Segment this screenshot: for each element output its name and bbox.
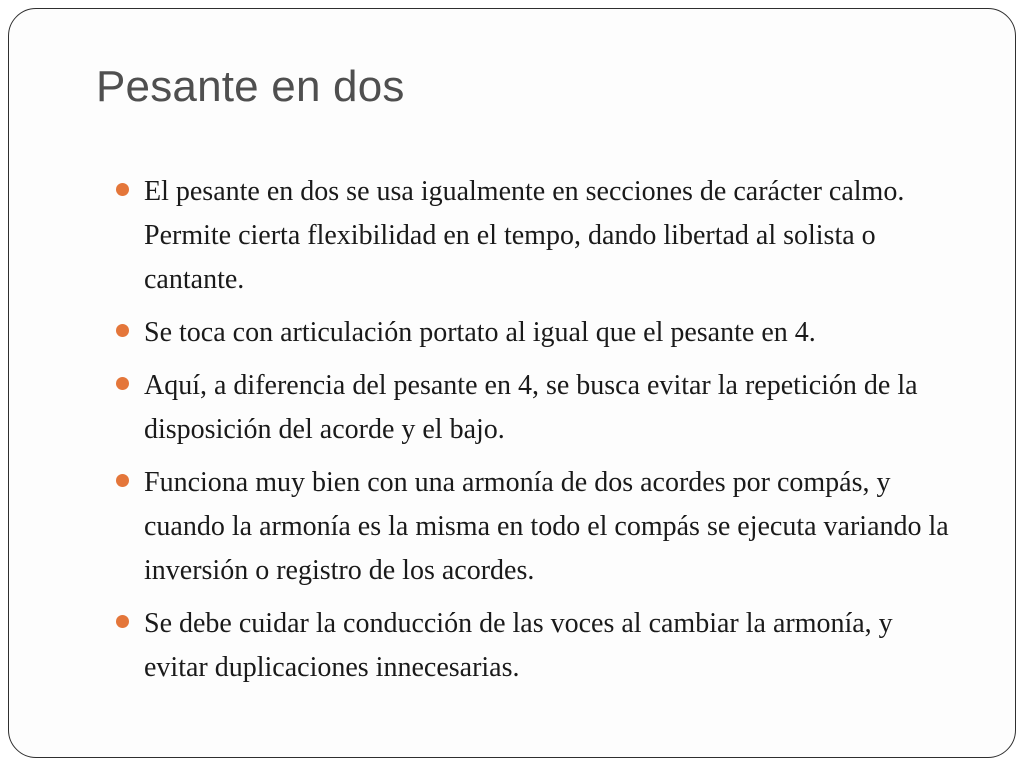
bullet-dot-icon [116,377,129,390]
bullet-item [116,364,956,452]
bullet-dot-icon [116,324,129,337]
bullet-text: Se toca con articulación portato al igual que el pesante en 4. [144,317,816,348]
bullet-item [116,602,956,690]
slide-title: Pesante en dos [96,62,405,111]
bullet-dot-icon [116,615,129,628]
bullet-text: Se debe cuidar la conducción de las voces al cambiar la armonía, y evitar duplicaciones innecesarias. [144,608,893,683]
bullet-text: Funciona muy bien con una armonía de dos acordes por compás, y cuando la armonía es la misma en todo el compás se ejecuta variando la inversión o registro de los acordes. [144,467,949,586]
bullet-text: Aquí, a diferencia del pesante en 4, se busca evitar la repetición de la disposición del acorde y el bajo. [144,370,918,445]
bullet-dot-icon [116,183,129,196]
bullet-list [116,170,956,699]
bullet-text: El pesante en dos se usa igualmente en secciones de carácter calmo. Permite cierta flexibilidad en el tempo, dando libertad al solista o cantante. [144,176,905,295]
bullet-item [116,170,956,302]
bullet-dot-icon [116,474,129,487]
bullet-item [116,311,956,355]
bullet-item [116,461,956,593]
